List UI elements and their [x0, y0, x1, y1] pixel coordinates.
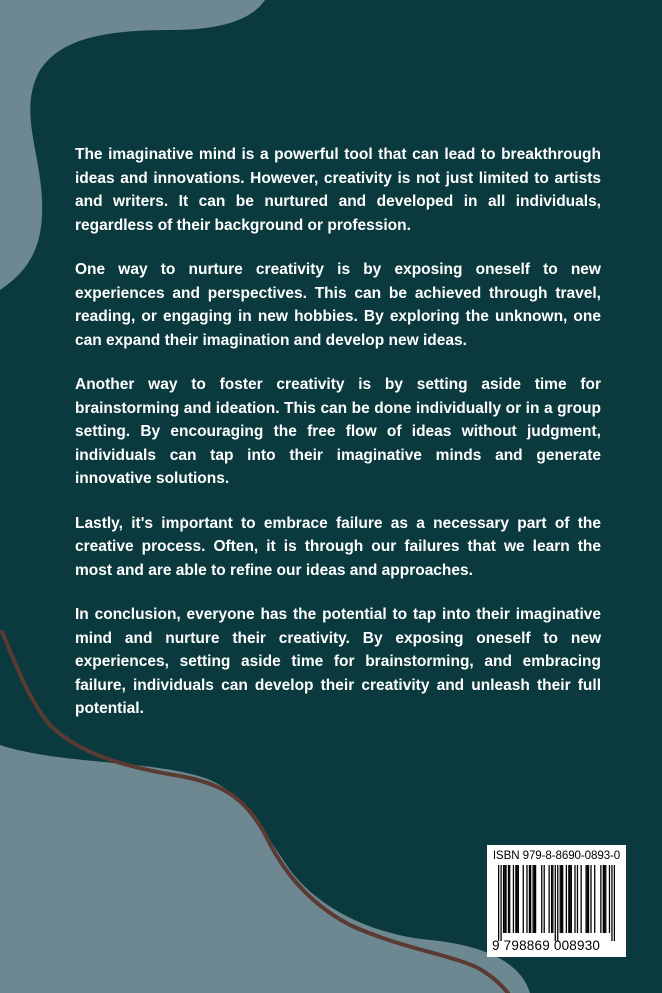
barcode-bar: [594, 865, 595, 933]
barcode-bar: [603, 865, 604, 933]
barcode-bar: [513, 865, 514, 933]
bottom-left-wave-shape: [0, 745, 530, 993]
barcode-digits: 9 798869 008930: [492, 938, 601, 953]
barcode-bar: [534, 865, 535, 933]
barcode-bar: [581, 865, 582, 933]
barcode-bar: [529, 865, 530, 933]
barcode-bar: [498, 865, 499, 941]
barcode-bar: [504, 865, 505, 933]
barcode-bar: [605, 865, 606, 933]
barcode-bar: [574, 865, 575, 933]
barcode-bar: [551, 865, 552, 933]
barcode-bar: [500, 865, 501, 941]
paragraph: The imaginative mind is a powerful tool that can lead to breakthrough ideas and innovations. However, creativity is not just limited to artists and writers. It can be nurtured and developed in all individuals, regardless of their background or profession.: [75, 146, 601, 234]
barcode-bar: [548, 865, 549, 933]
barcode-bar: [518, 865, 519, 933]
paragraph: In conclusion, everyone has the potential to tap into their imaginative mind and nurture their creativity. By exposing oneself to new experiences, setting aside time for brainstorming, and embracing failure, individuals can develop their creativity and unleash their full potential.: [75, 606, 601, 717]
barcode-bar: [569, 865, 570, 933]
barcode-bar: [585, 865, 586, 933]
barcode-bar: [505, 865, 506, 933]
paragraph: Lastly, it's important to embrace failure as a necessary part of the creative process. Often, it is through our failures that we learn the most and are able to refine our ideas and approaches.: [75, 514, 601, 579]
barcode-bar: [526, 865, 527, 933]
barcode-bar: [614, 865, 615, 941]
paragraph: Another way to foster creativity is by setting aside time for brainstorming and ideation. This can be done individually or in a group setting. By encouraging the free flow of ideas without judgment, individuals can tap into their imaginative minds and generate innovative solutions.: [75, 376, 601, 487]
barcode-bar: [560, 865, 561, 933]
barcode-bar: [557, 865, 558, 941]
barcode-bar: [515, 865, 516, 933]
barcode-bar: [541, 865, 542, 933]
barcode-bar: [609, 865, 610, 933]
isbn-barcode: [487, 845, 626, 957]
barcode-bar: [571, 865, 572, 933]
barcode-bar: [532, 865, 533, 933]
barcode-bar: [587, 865, 588, 933]
barcode-bar: [516, 865, 517, 933]
barcode-bar: [544, 865, 545, 933]
isbn-label: ISBN 979-8-8690-0893-0: [492, 849, 621, 862]
barcode-bar: [611, 865, 612, 941]
barcode-bar: [555, 865, 556, 941]
barcode-bar: [600, 865, 601, 933]
back-cover-text: [75, 143, 601, 742]
barcode-bar: [508, 865, 509, 933]
barcode-bar: [535, 865, 536, 933]
barcode-bar: [552, 865, 553, 933]
barcode-bar: [503, 865, 504, 933]
barcode-bar: [523, 865, 524, 933]
barcode-bar: [588, 865, 589, 933]
barcode-bar: [562, 865, 563, 933]
barcode-bar: [561, 865, 562, 933]
barcode-bar: [566, 865, 567, 933]
barcode-bar: [590, 865, 591, 933]
barcode-bar: [530, 865, 531, 933]
barcode-bar: [509, 865, 510, 933]
barcode-bar: [577, 865, 578, 933]
paragraph: One way to nurture creativity is by exposing oneself to new experiences and perspectives. This can be achieved through travel, reading, or engaging in new hobbies. By exploring the unknown, one can expand their imagination and develop new ideas.: [75, 261, 601, 349]
barcode-bar: [604, 865, 605, 933]
barcode-bars: [498, 865, 615, 941]
barcode-bar: [568, 865, 569, 933]
